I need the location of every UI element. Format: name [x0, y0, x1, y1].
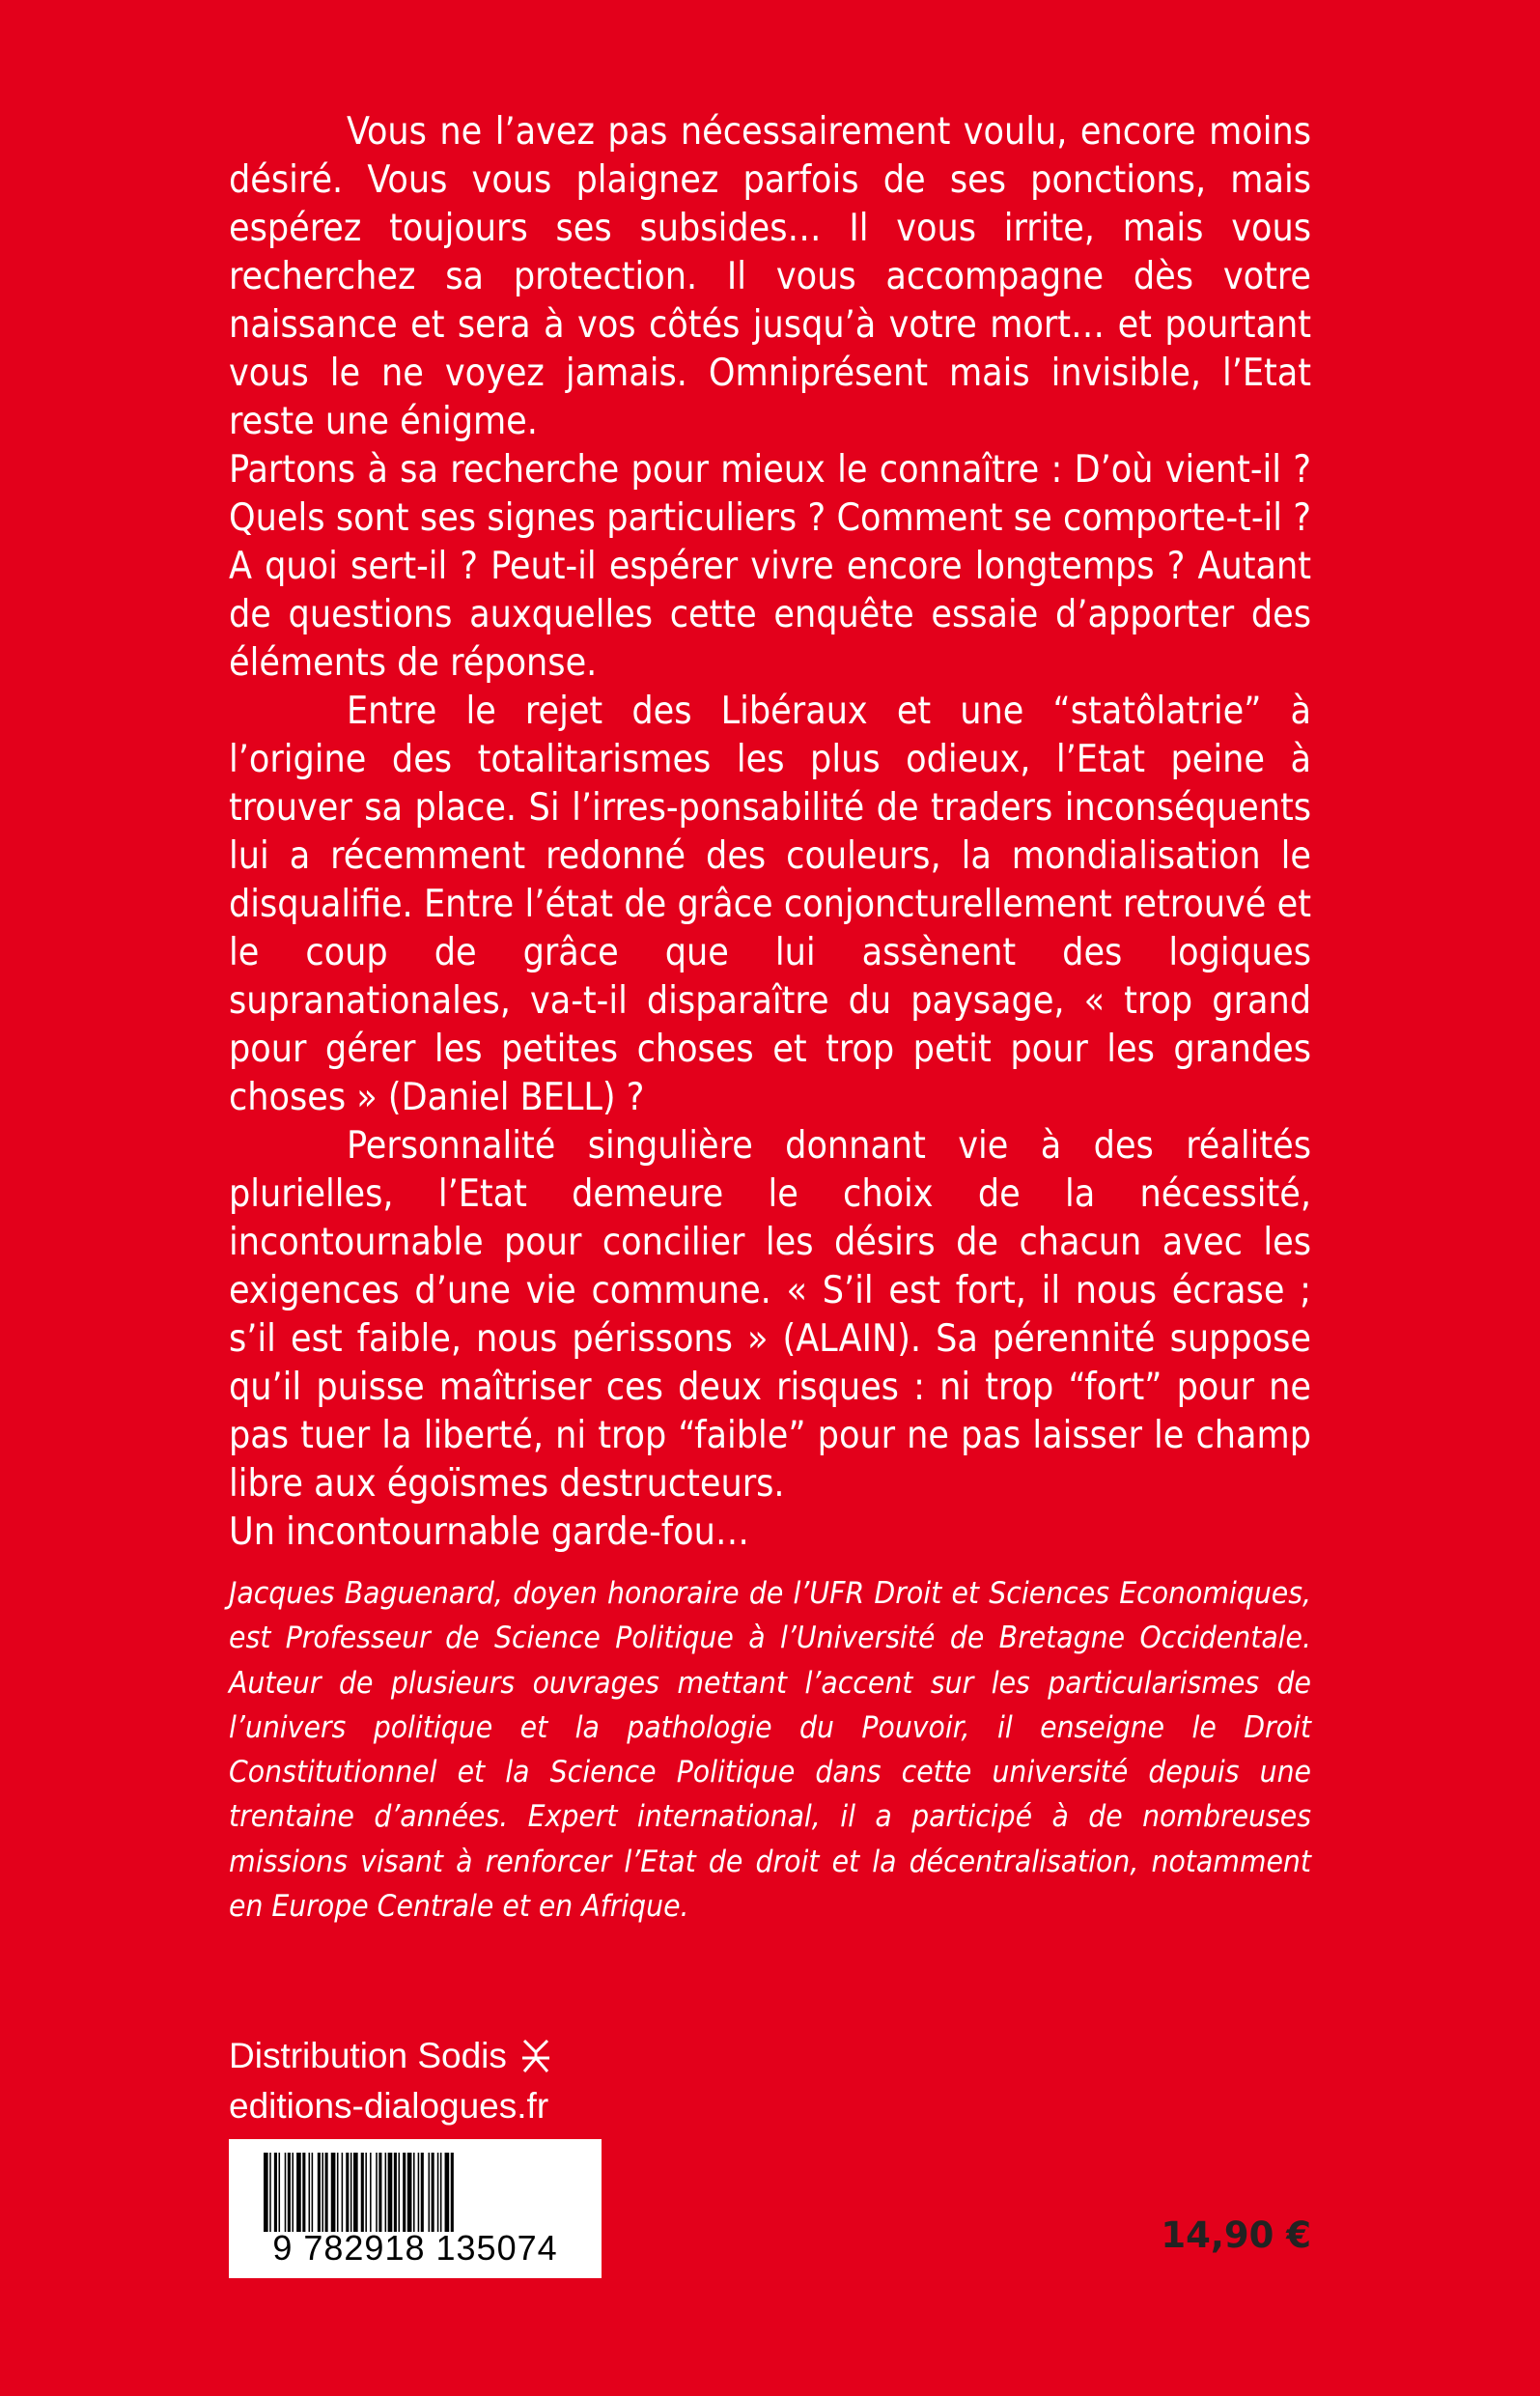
barcode-bar — [437, 2153, 439, 2232]
barcode-bar — [421, 2153, 424, 2232]
barcode-bar — [394, 2153, 397, 2232]
barcode-bar — [370, 2153, 372, 2232]
barcode-bar — [440, 2153, 442, 2232]
website-line — [229, 2081, 555, 2131]
price: 14,90 € — [1161, 2214, 1311, 2256]
barcode-bar — [365, 2153, 367, 2232]
author-bio-text: Jacques Baguenard, doyen honoraire de l’UFR Droit et Sciences Economiques, est Professeur de Science Politique à l’Université de Bretagne Occidentale. Auteur de plusieurs ouvrages mettant l’accent sur les particularismes de l’univers politique et la pathologie du Pouvoir, il enseigne le Droit Constitutionnel et la Science Politique dans cette université depuis une trentaine d’années. Expert international, il a participé à de nombreuses missions visant à renforcer l’Etat de droit et la décentralisation, notamment en Europe Centrale et en Afrique. — [229, 1576, 1311, 1925]
barcode-bar — [413, 2153, 415, 2232]
barcode-bar — [385, 2153, 387, 2232]
barcode-bar — [418, 2153, 420, 2232]
barcode-bar — [388, 2153, 393, 2232]
barcode — [229, 2139, 602, 2278]
barcode-bar — [279, 2153, 281, 2232]
barcode-bar — [296, 2153, 301, 2232]
barcode-bar — [318, 2153, 321, 2232]
paragraph-5: Un incontournable garde-fou… — [229, 1510, 749, 1554]
website-link[interactable]: editions-dialogues.fr — [229, 2086, 549, 2126]
distribution-label: Distribution Sodis — [229, 2036, 507, 2075]
barcode-bar — [264, 2153, 268, 2232]
barcode-bar — [288, 2153, 291, 2232]
sodis-logo-icon — [517, 2037, 555, 2075]
barcode-bar — [445, 2153, 450, 2232]
barcode-bar — [325, 2153, 328, 2232]
barcode-bar — [378, 2153, 381, 2232]
barcode-bar — [322, 2153, 323, 2232]
barcode-bar — [337, 2153, 339, 2232]
barcode-bar — [353, 2153, 358, 2232]
barcode-bar — [407, 2153, 412, 2232]
barcode-bar — [376, 2153, 378, 2232]
barcode-bar — [403, 2153, 406, 2232]
publisher-info — [229, 2031, 555, 2131]
paragraph-3: Entre le rejet des Libéraux et une “statôlatrie” à l’origine des totalitarismes les plus odieux, l’Etat peine à trouver sa place. Si l’irres-ponsabilité de traders inconséquents lui a récemment redonné des couleurs, la mondialisation le disqualifie. Entre l’état de grâce conjoncturellement retrouvé et le coup de grâce que lui assènent des logiques supranationales, va-t-il disparaître du paysage, « trop grand pour gérer les petites choses et trop petit pour les grandes choses » (Daniel BELL) ? — [229, 690, 1311, 1119]
barcode-bar — [451, 2153, 454, 2232]
barcode-bar — [350, 2153, 352, 2232]
paragraph-2: Partons à sa recherche pour mieux le connaître : D’où vient-il ? Quels sont ses signes particuliers ? Comment se comporte-t-il ? A quoi sert-il ? Peut-il espérer vivre encore longtemps ? Autant de questions auxquelles cette enquête essaie d’apporter des éléments de réponse. — [229, 448, 1311, 685]
barcode-bar — [342, 2153, 344, 2232]
barcode-bar — [361, 2153, 364, 2232]
paragraph-1: Vous ne l’avez pas nécessairement voulu, encore moins désiré. Vous vous plaignez parfois de ses ponctions, mais espérez toujours ses subsides… Il vous irrite, mais vous recherchez sa protection. Il vous accompagne dès votre naissance et sera à vos côtés jusqu’à votre mort… et pourtant vous le ne voyez jamais. Omniprésent mais invisible, l’Etat reste une énigme. — [229, 110, 1311, 443]
paragraph-4: Personnalité singulière donnant vie à des réalités plurielles, l’Etat demeure le choix de la nécessité, incontournable pour concilier les désirs de chacun avec les exigences d’une vie commune. « S’il est fort, il nous écrase ; s’il est faible, nous périssons » (ALAIN). Sa pérennité suppose qu’il puisse maîtriser ces deux risques : ni trop “fort” pour ne pas tuer la liberté, ni trop “faible” pour ne pas laisser le champ libre aux égoïsmes destructeurs. — [229, 1124, 1311, 1506]
isbn-number: 9 782918 135074 — [272, 2228, 558, 2268]
barcode-bar — [302, 2153, 305, 2232]
barcode-bar — [429, 2153, 431, 2232]
distribution-line — [229, 2031, 555, 2081]
barcode-bar — [432, 2153, 434, 2232]
barcode-bars — [264, 2153, 571, 2232]
barcode-bar — [346, 2153, 349, 2232]
barcode-bar — [312, 2153, 314, 2232]
barcode-bar — [331, 2153, 336, 2232]
barcode-bar — [285, 2153, 287, 2232]
author-bio — [229, 1571, 1311, 1929]
barcode-bar — [269, 2153, 271, 2232]
barcode-bar — [274, 2153, 277, 2232]
barcode-bar — [292, 2153, 294, 2232]
barcode-bar — [399, 2153, 401, 2232]
barcode-bar — [309, 2153, 311, 2232]
back-cover-text — [229, 108, 1311, 1557]
